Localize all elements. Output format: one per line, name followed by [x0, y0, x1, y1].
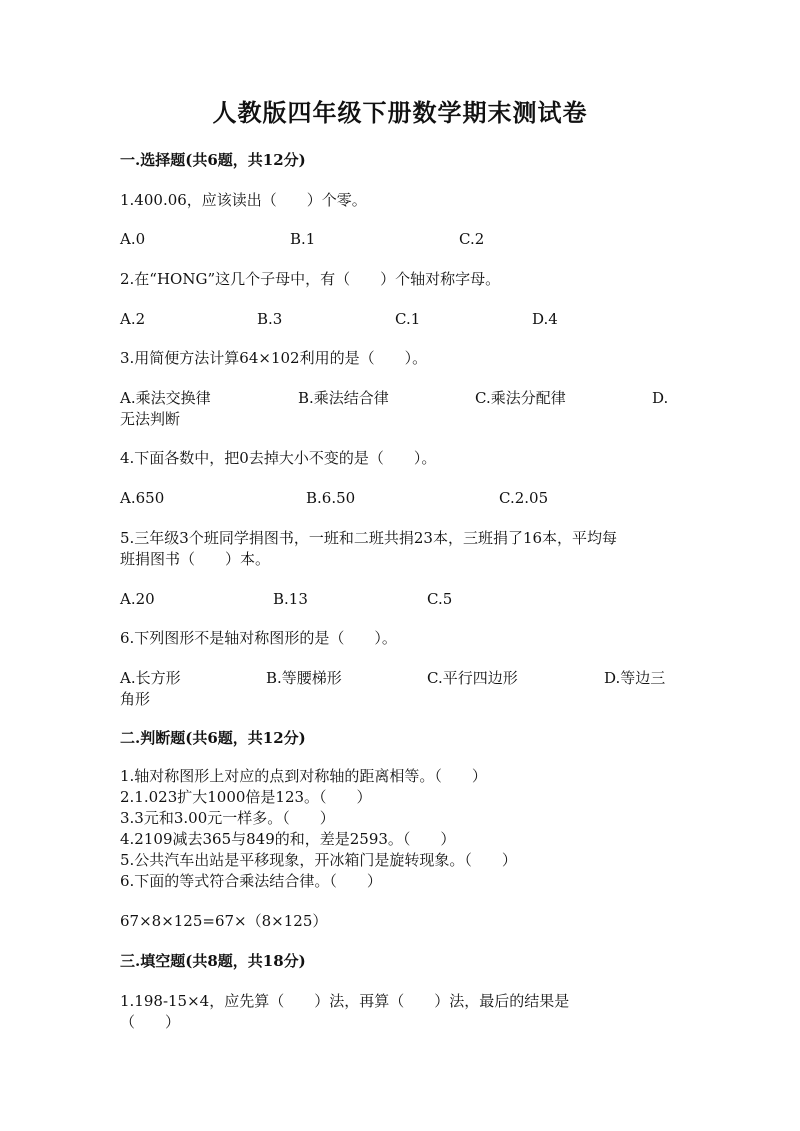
option: B.3 — [257, 310, 283, 328]
option: B.等腰梯形 — [266, 669, 342, 687]
option: D. — [652, 389, 669, 407]
judge-item: 2.1.023扩大1000倍是123。（ ） — [120, 788, 372, 806]
option: C.乘法分配律 — [475, 389, 566, 407]
option: B.6.50 — [306, 489, 356, 507]
page-title: 人教版四年级下册数学期末测试卷 — [212, 98, 588, 127]
question-stem: 1.198-15×4，应先算（ ）法，再算（ ）法，最后的结果是 — [120, 992, 570, 1010]
option: C.2 — [459, 230, 485, 248]
option: B.13 — [273, 590, 308, 608]
option: A.0 — [120, 230, 146, 248]
option: A.2 — [120, 310, 146, 328]
section-heading-judge: 二.判断题(共6题，共12分) — [120, 729, 306, 747]
question-stem: 5.三年级3个班同学捐图书，一班和二班共捐23本，三班捐了16本，平均每 — [120, 529, 618, 547]
option: A.乘法交换律 — [120, 389, 211, 407]
judge-item: 3.3元和3.00元一样多。（ ） — [120, 809, 335, 827]
option: A.长方形 — [120, 669, 181, 687]
option: A.650 — [120, 489, 165, 507]
equation: 67×8×125=67×（8×125） — [120, 912, 328, 930]
question-stem: 3.用简便方法计算64×102利用的是（ ）。 — [120, 349, 428, 367]
option: C.2.05 — [499, 489, 549, 507]
question-stem: 2.在“HONG”这几个子母中，有（ ）个轴对称字母。 — [120, 270, 501, 288]
option: C.5 — [427, 590, 453, 608]
option: C.平行四边形 — [427, 669, 518, 687]
option-continuation: 无法判断 — [120, 410, 181, 428]
option: C.1 — [395, 310, 421, 328]
question-stem: 6.下列图形不是轴对称图形的是（ ）。 — [120, 629, 397, 647]
option-continuation: 角形 — [120, 690, 151, 708]
option: B.1 — [290, 230, 316, 248]
question-stem: 1.400.06，应该读出（ ）个零。 — [120, 191, 367, 209]
option: B.乘法结合律 — [298, 389, 389, 407]
question-stem: 4.下面各数中，把0去掉大小不变的是（ ）。 — [120, 449, 437, 467]
judge-item: 4.2109减去365与849的和，差是2593。（ ） — [120, 830, 456, 848]
section-heading-fill: 三.填空题(共8题，共18分) — [120, 952, 306, 970]
option: A.20 — [120, 590, 155, 608]
question-stem-continuation: （ ） — [120, 1013, 181, 1031]
option: D.等边三 — [604, 669, 666, 687]
judge-item: 1.轴对称图形上对应的点到对称轴的距离相等。（ ） — [120, 767, 487, 785]
question-stem-continuation: 班捐图书（ ）本。 — [120, 550, 271, 568]
option: D.4 — [532, 310, 558, 328]
judge-item: 5.公共汽车出站是平移现象，开冰箱门是旋转现象。（ ） — [120, 851, 517, 869]
section-heading-choice: 一.选择题(共6题，共12分) — [120, 151, 306, 169]
judge-item: 6.下面的等式符合乘法结合律。（ ） — [120, 872, 382, 890]
